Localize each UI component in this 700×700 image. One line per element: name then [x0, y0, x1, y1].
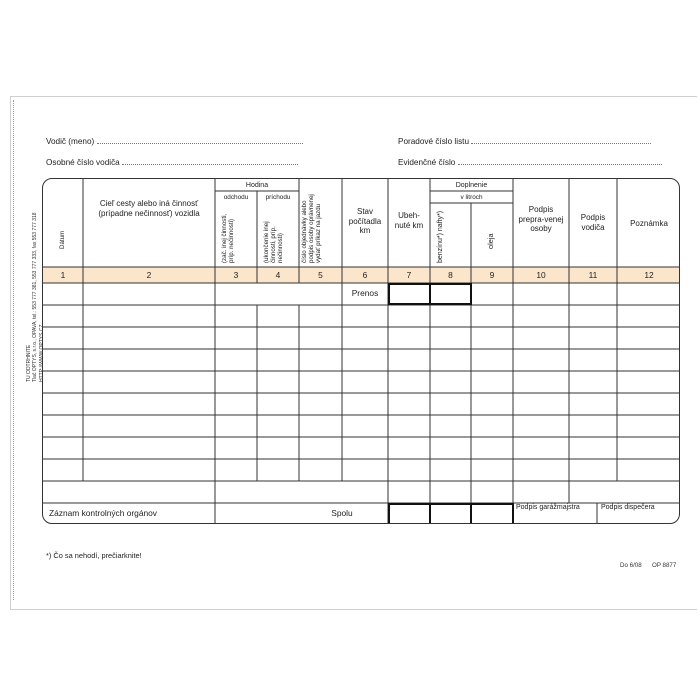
col-podpis-vodica-header: Podpis vodiča	[580, 213, 606, 232]
prenos-label: Prenos	[351, 288, 379, 298]
spolu-label: Spolu	[331, 508, 353, 518]
op-code: OP 8877	[652, 562, 677, 569]
registration-field[interactable]	[398, 158, 662, 167]
col-prichodu-header: príchodu	[265, 194, 291, 201]
col-number-2: 2	[146, 270, 152, 280]
col-number-10: 10	[536, 270, 546, 280]
podpis-garaz-label: Podpis garážmajstra	[516, 504, 580, 511]
col-number-1: 1	[60, 270, 66, 280]
col-odchodu-header: odchodu	[223, 194, 249, 201]
col-hodina-header: Hodina	[245, 182, 269, 189]
registration-label: Evidenčné číslo	[398, 158, 456, 167]
podpis-disp-label: Podpis dispečera	[601, 504, 655, 511]
col-number-5: 5	[318, 270, 323, 280]
col-number-11: 11	[588, 270, 598, 280]
col-objednavka-header: číslo objednávky alebo podpis osoby oprávnenej vydať príkaz na jazdu	[301, 194, 323, 263]
col-doplnenie-header: Doplnenie	[455, 182, 488, 189]
col-oleja-header: oleja	[486, 233, 495, 249]
col-number-4: 4	[275, 270, 281, 280]
col-number-12: 12	[644, 270, 654, 280]
col-stav-header: Stav počítadla km	[348, 207, 382, 235]
footnote: *) Čo sa nehodí, prečiarknite!	[46, 551, 142, 560]
col-datum-header: Dátum	[59, 230, 66, 249]
doc-code: Do 6/08	[620, 562, 642, 569]
col-litroch-header: v litroch	[460, 194, 483, 201]
col-number-9: 9	[489, 270, 495, 280]
driver-id-label: Osobné číslo vodiča	[46, 158, 120, 167]
tear-here-label: TU ODTRHNITE	[26, 344, 32, 382]
driver-name-label: Vodič (meno)	[46, 137, 95, 146]
col-number-7: 7	[406, 270, 412, 280]
col-podpis-prepravenej-header: Podpis prepra-venej osoby	[518, 205, 564, 233]
sheet-number-label: Poradové číslo listu	[398, 137, 469, 146]
driver-name-field[interactable]	[46, 137, 303, 146]
col-ubehnute-header: Ubeh-nuté km	[394, 211, 424, 230]
col-number-3: 3	[233, 270, 239, 280]
col-benzinu-header: benzínu*) nafty*)	[437, 210, 444, 263]
perforation-line	[13, 100, 14, 600]
sheet-number-field[interactable]	[398, 137, 651, 146]
driver-id-field[interactable]	[46, 158, 298, 167]
printer-url: HTTP://WWW.OPTYS.CZ	[38, 324, 45, 382]
col-ciel-header: Cieľ cesty alebo iná činnosť (prípadne nečinnosť) vozidla	[98, 199, 200, 218]
col-number-8: 8	[448, 270, 453, 280]
col-prichodu-sub: (ukončenie inej činnosti, príp. nečinnosti)	[263, 221, 285, 263]
trip-log-table	[42, 178, 680, 524]
col-poznamka-header: Poznámka	[630, 219, 668, 228]
zaznam-label: Záznam kontrolných orgánov	[49, 508, 157, 518]
col-odchodu-sub: (zač. inej činnosti, príp. nečinnosti)	[221, 213, 236, 263]
printer-info: Tlač OPTYS, s.r.o., OPAVA, tel.: 553 777 381, 553 777 333, fax 553 777 318	[32, 212, 39, 382]
col-number-6: 6	[362, 270, 368, 280]
